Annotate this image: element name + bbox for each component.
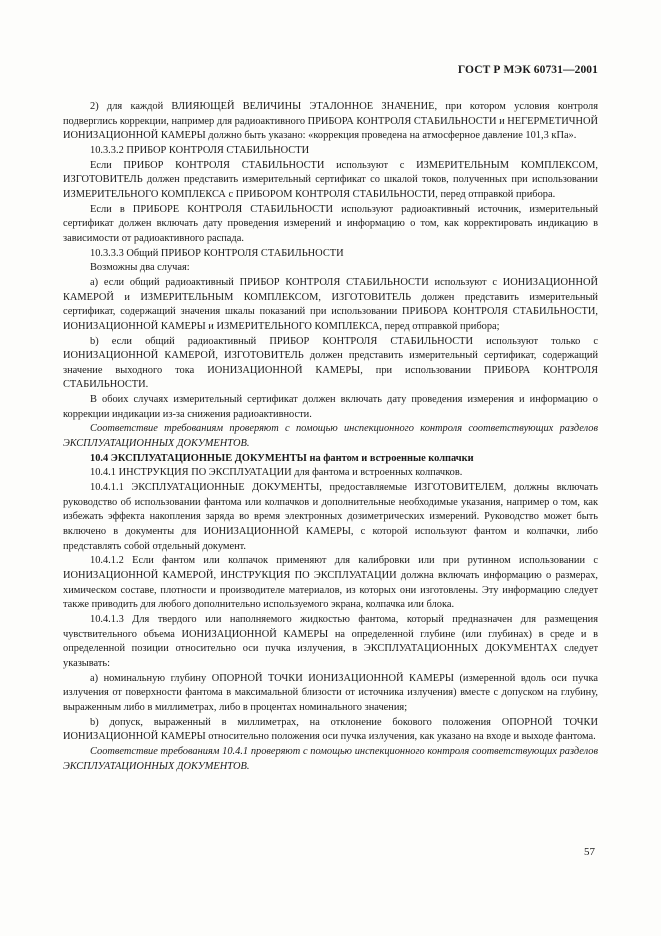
paragraph: В обоих случаях измерительный сертификат должен включать дату проведения измерения и информацию о коррекции индикации из-за снижения радиоактивности.: [63, 394, 598, 420]
list-item: а) номинальную глубину ОПОРНОЙ ТОЧКИ ИОНИЗАЦИОННОЙ КАМЕРЫ (измеренной вдоль оси пучка излучения от поверхности фантома в максимальной близости от источника излучения) вместе с допуском на глубину, выраженным либо в миллиметрах, либо в процентах номинального значения;: [63, 672, 598, 713]
list-item: b) допуск, выраженный в миллиметрах, на отклонение бокового положения ОПОРНОЙ ТОЧКИ ИОНИЗАЦИОННОЙ КАМЕРЫ относительно положения оси пучка излучения, как указано на входе и выходе фантома.: [63, 716, 598, 743]
section-title: 10.3.3.3 Общий ПРИБОР КОНТРОЛЯ СТАБИЛЬНОСТИ: [90, 247, 344, 259]
compliance-note: Соответствие требованиям проверяют с помощью инспекционного контроля соответствующих разделов ЭКСПЛУАТАЦИОННЫХ ДОКУМЕНТОВ.: [63, 423, 598, 450]
compliance-note: Соответствие требованиям 10.4.1 проверяют с помощью инспекционного контроля соответствующих разделов ЭКСПЛУАТАЦИОННЫХ ДОКУМЕНТОВ.: [63, 745, 598, 772]
section-title: 10.3.3.2 ПРИБОР КОНТРОЛЯ СТАБИЛЬНОСТИ: [90, 144, 310, 156]
document-body: [63, 100, 598, 774]
paragraph: Возможны два случая:: [90, 262, 190, 274]
paragraph: Если в ПРИБОРЕ КОНТРОЛЯ СТАБИЛЬНОСТИ используют радиоактивный источник, измерительный сертификат должен включать дату проведения измерений и информацию о том, как корректировать индикацию в зависимости от радиоактивного распада.: [63, 203, 598, 244]
paragraph: 10.4.1.2 Если фантом или колпачок применяют для калибровки или при рутинном использовании с ИОНИЗАЦИОННОЙ КАМЕРОЙ, ИНСТРУКЦИЯ ПО ЭКСПЛУАТАЦИИ должна включать информацию о размерах, химическом составе, плотности и производителе материалов, из которых они изготовлены. Эту информацию следует также приводить для любого дополнительно используемого экрана, колпачка или блока.: [63, 555, 598, 611]
section-title: 10.4.1 ИНСТРУКЦИЯ ПО ЭКСПЛУАТАЦИИ для фантома и встроенных колпачков.: [90, 467, 463, 479]
paragraph: 2) для каждой ВЛИЯЮЩЕЙ ВЕЛИЧИНЫ ЭТАЛОННОЕ ЗНАЧЕНИЕ, при котором условия контроля подверглись коррекции, например для радиоактивного ПРИБОРА КОНТРОЛЯ СТАБИЛЬНОСТИ и НЕГЕРМЕТИЧНОЙ ИОНИЗАЦИОННОЙ КАМЕРЫ должно быть указано: «коррекция проведена на атмосферное давление 101,3 кПа».: [63, 101, 598, 142]
paragraph: Если ПРИБОР КОНТРОЛЯ СТАБИЛЬНОСТИ используют с ИЗМЕРИТЕЛЬНЫМ КОМПЛЕКСОМ, ИЗГОТОВИТЕЛЬ должен представить измерительный сертификат со шкалой токов, полученных при использовании ИЗМЕРИТЕЛЬНОГО КОМПЛЕКСА с ПРИБОРОМ КОНТРОЛЯ СТАБИЛЬНОСТИ, перед отправкой прибора.: [63, 159, 598, 200]
standard-header: ГОСТ Р МЭК 60731—2001: [457, 64, 598, 76]
paragraph: 10.4.1.3 Для твердого или наполняемого жидкостью фантома, который предназначен для размещения чувствительного объема ИОНИЗАЦИОННОЙ КАМЕРЫ на определенной глубине (или глубинах) в среде и в определенной позиции относительно оси пучка излучения, в ЭКСПЛУАТАЦИОННЫХ ДОКУМЕНТАХ следует указывать:: [63, 613, 598, 669]
section-heading: 10.4 ЭКСПЛУАТАЦИОННЫЕ ДОКУМЕНТЫ на фантом и встроенные колпачки: [90, 452, 474, 464]
paragraph: 10.4.1.1 ЭКСПЛУАТАЦИОННЫЕ ДОКУМЕНТЫ, предоставляемые ИЗГОТОВИТЕЛЕМ, должны включать руководство об использовании фантома или колпачков и дополнительные необходимые указания, например о том, как избежать эффекта накопления заряда во время электронных дозиметрических измерений. Руководство может быть включено в документы для ИОНИЗАЦИОННОЙ КАМЕРЫ, с которой используют фантом и колпачки, либо представлять собой отдельный документ.: [63, 482, 598, 552]
list-item: а) если общий радиоактивный ПРИБОР КОНТРОЛЯ СТАБИЛЬНОСТИ используют с ИОНИЗАЦИОННОЙ КАМЕРОЙ и ИЗМЕРИТЕЛЬНЫМ КОМПЛЕКСОМ, ИЗГОТОВИТЕЛЬ должен представить измерительный сертификат, содержащий значения шкалы показаний при использовании ПРИБОРА КОНТРОЛЯ СТАБИЛЬНОСТИ, ИОНИЗАЦИОННОЙ КАМЕРЫ и ИЗМЕРИТЕЛЬНОГО КОМПЛЕКСА, перед отправкой прибора;: [63, 276, 598, 332]
page-number: 57: [584, 846, 595, 858]
list-item: b) если общий радиоактивный ПРИБОР КОНТРОЛЯ СТАБИЛЬНОСТИ используют только с ИОНИЗАЦИОННОЙ КАМЕРОЙ, ИЗГОТОВИТЕЛЬ должен представить измерительный сертификат, содержащий значение выходного тока ИОНИЗАЦИОННОЙ КАМЕРЫ, при использовании ПРИБОРА КОНТРОЛЯ СТАБИЛЬНОСТИ.: [63, 335, 598, 391]
